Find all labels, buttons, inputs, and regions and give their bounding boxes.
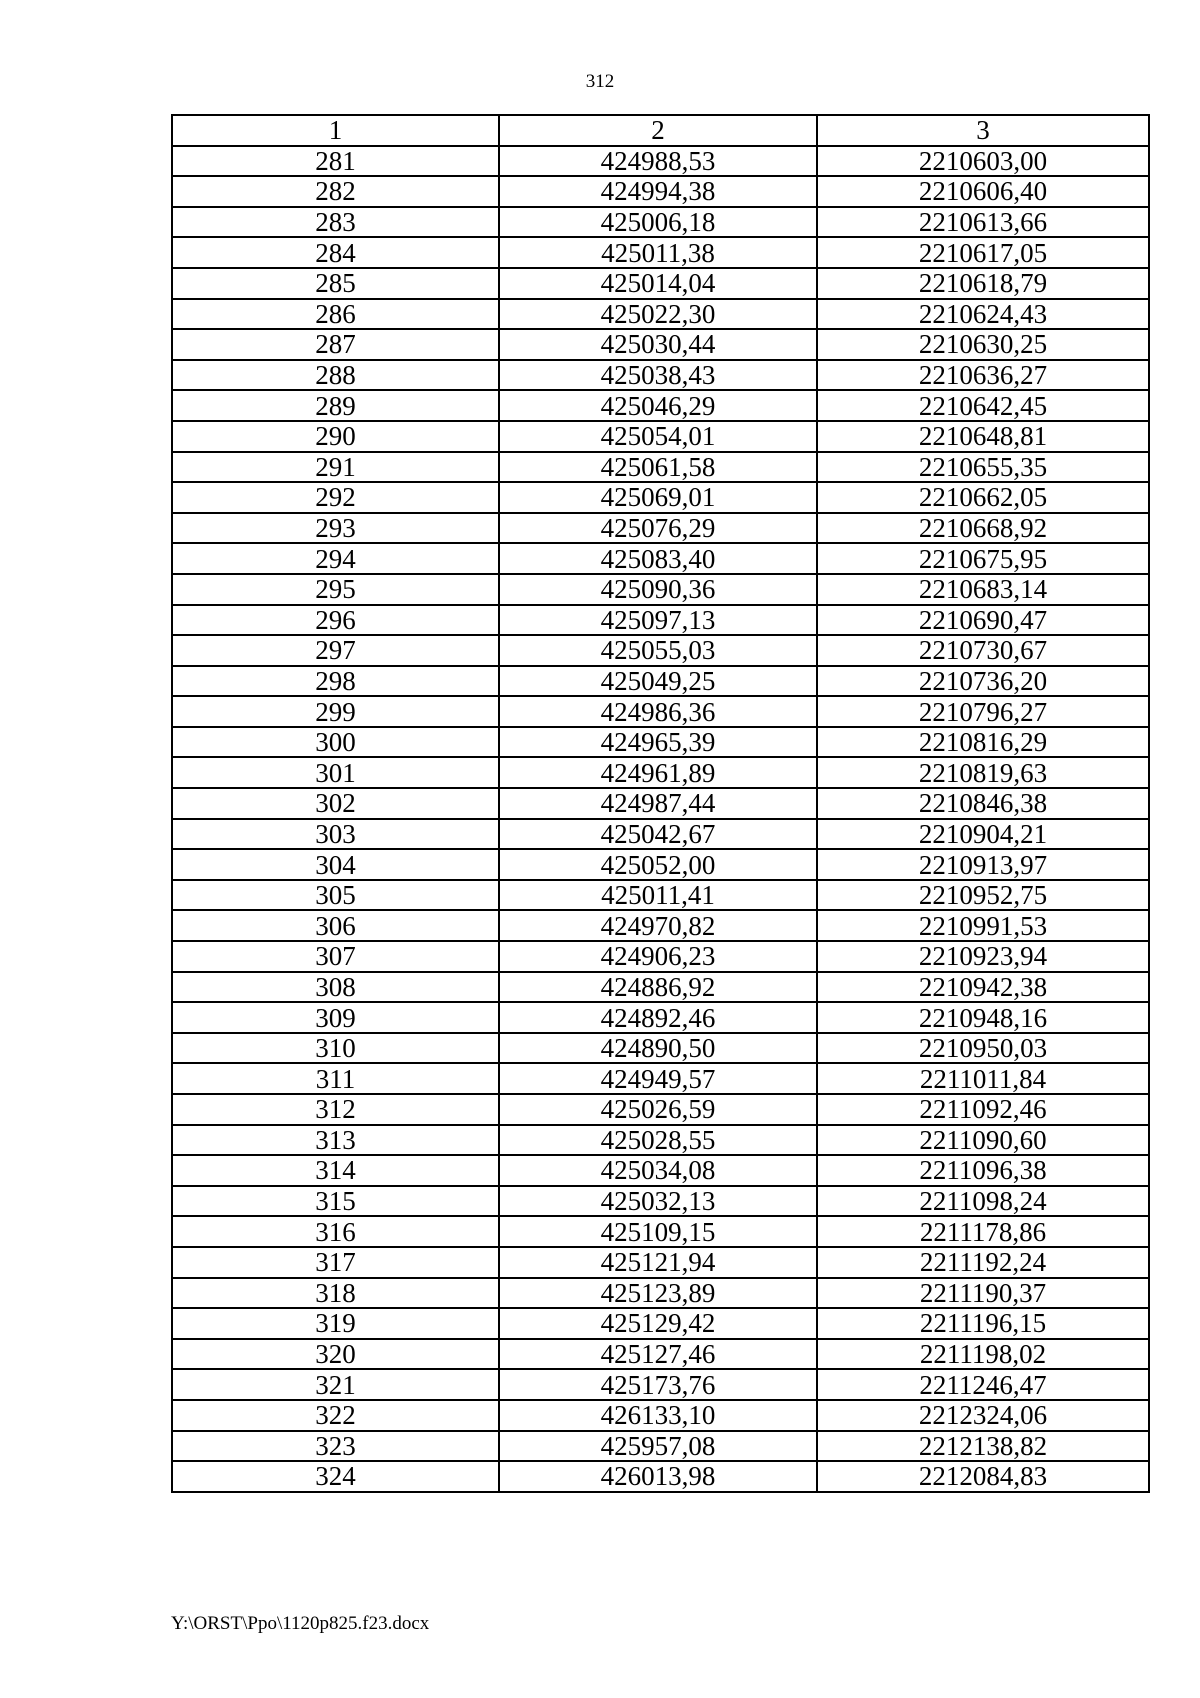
x-coordinate-cell: 425011,38: [499, 237, 817, 268]
table-row: [172, 972, 1149, 1003]
footer-file-path: Y:\ORST\Ppo\1120p825.f23.docx: [171, 1613, 430, 1634]
point-number-cell: 298: [172, 666, 499, 697]
y-coordinate-cell: 2212084,83: [817, 1461, 1149, 1492]
x-coordinate-cell: 424988,53: [499, 146, 817, 177]
y-coordinate-cell: 2210846,38: [817, 788, 1149, 819]
x-coordinate-cell: 424986,36: [499, 696, 817, 727]
table-row: [172, 1216, 1149, 1247]
y-coordinate-cell: 2210736,20: [817, 666, 1149, 697]
table-row: [172, 849, 1149, 880]
y-coordinate-cell: 2211011,84: [817, 1063, 1149, 1094]
table-row: [172, 1186, 1149, 1217]
y-coordinate-cell: 2210613,66: [817, 207, 1149, 238]
x-coordinate-cell: 425006,18: [499, 207, 817, 238]
y-coordinate-cell: 2211098,24: [817, 1186, 1149, 1217]
point-number-cell: 295: [172, 574, 499, 605]
coordinates-table: [171, 114, 1150, 1493]
table-row: [172, 237, 1149, 268]
table-row: [172, 390, 1149, 421]
point-number-cell: 305: [172, 880, 499, 911]
table-row: [172, 268, 1149, 299]
table-row: [172, 1278, 1149, 1309]
y-coordinate-cell: 2210675,95: [817, 543, 1149, 574]
point-number-cell: 320: [172, 1339, 499, 1370]
point-number-cell: 282: [172, 176, 499, 207]
point-number-cell: 313: [172, 1125, 499, 1156]
y-coordinate-cell: 2210816,29: [817, 727, 1149, 758]
point-number-cell: 299: [172, 696, 499, 727]
x-coordinate-cell: 425055,03: [499, 635, 817, 666]
table-row: [172, 543, 1149, 574]
point-number-cell: 285: [172, 268, 499, 299]
x-coordinate-cell: 425046,29: [499, 390, 817, 421]
point-number-cell: 288: [172, 360, 499, 391]
table-row: [172, 1400, 1149, 1431]
y-coordinate-cell: 2211190,37: [817, 1278, 1149, 1309]
table-row: [172, 1461, 1149, 1492]
x-coordinate-cell: 424994,38: [499, 176, 817, 207]
x-coordinate-cell: 425011,41: [499, 880, 817, 911]
point-number-cell: 301: [172, 757, 499, 788]
table-row: [172, 819, 1149, 850]
point-number-cell: 322: [172, 1400, 499, 1431]
x-coordinate-cell: 425026,59: [499, 1094, 817, 1125]
x-coordinate-cell: 424886,92: [499, 972, 817, 1003]
point-number-cell: 323: [172, 1431, 499, 1462]
point-number-cell: 302: [172, 788, 499, 819]
y-coordinate-cell: 2210603,00: [817, 146, 1149, 177]
x-coordinate-cell: 425014,04: [499, 268, 817, 299]
table-row: [172, 666, 1149, 697]
point-number-cell: 289: [172, 390, 499, 421]
x-coordinate-cell: 425129,42: [499, 1308, 817, 1339]
y-coordinate-cell: 2210904,21: [817, 819, 1149, 850]
x-coordinate-cell: 425069,01: [499, 482, 817, 513]
x-coordinate-cell: 425123,89: [499, 1278, 817, 1309]
x-coordinate-cell: 425957,08: [499, 1431, 817, 1462]
x-coordinate-cell: 424961,89: [499, 757, 817, 788]
table-row: [172, 176, 1149, 207]
y-coordinate-cell: 2211198,02: [817, 1339, 1149, 1370]
point-number-cell: 294: [172, 543, 499, 574]
y-coordinate-cell: 2210668,92: [817, 513, 1149, 544]
x-coordinate-cell: 425038,43: [499, 360, 817, 391]
table-header-row: [172, 115, 1149, 146]
y-coordinate-cell: 2211246,47: [817, 1369, 1149, 1400]
table-row: [172, 1339, 1149, 1370]
y-coordinate-cell: 2210606,40: [817, 176, 1149, 207]
table-row: [172, 1094, 1149, 1125]
table-row: [172, 1431, 1149, 1462]
y-coordinate-cell: 2211096,38: [817, 1155, 1149, 1186]
y-coordinate-cell: 2210950,03: [817, 1033, 1149, 1064]
x-coordinate-cell: 425032,13: [499, 1186, 817, 1217]
column-header-1: 1: [172, 115, 499, 146]
x-coordinate-cell: 425083,40: [499, 543, 817, 574]
y-coordinate-cell: 2210730,67: [817, 635, 1149, 666]
y-coordinate-cell: 2211092,46: [817, 1094, 1149, 1125]
y-coordinate-cell: 2210948,16: [817, 1002, 1149, 1033]
x-coordinate-cell: 424965,39: [499, 727, 817, 758]
point-number-cell: 310: [172, 1033, 499, 1064]
table-row: [172, 910, 1149, 941]
x-coordinate-cell: 426133,10: [499, 1400, 817, 1431]
table-row: [172, 941, 1149, 972]
point-number-cell: 309: [172, 1002, 499, 1033]
point-number-cell: 315: [172, 1186, 499, 1217]
y-coordinate-cell: 2210630,25: [817, 329, 1149, 360]
table-row: [172, 452, 1149, 483]
point-number-cell: 308: [172, 972, 499, 1003]
table-row: [172, 574, 1149, 605]
point-number-cell: 296: [172, 605, 499, 636]
table-row: [172, 1033, 1149, 1064]
table-row: [172, 1308, 1149, 1339]
table-row: [172, 360, 1149, 391]
point-number-cell: 314: [172, 1155, 499, 1186]
point-number-cell: 303: [172, 819, 499, 850]
y-coordinate-cell: 2211192,24: [817, 1247, 1149, 1278]
point-number-cell: 286: [172, 299, 499, 330]
table-row: [172, 146, 1149, 177]
table-row: [172, 696, 1149, 727]
point-number-cell: 283: [172, 207, 499, 238]
x-coordinate-cell: 425076,29: [499, 513, 817, 544]
table-row: [172, 1369, 1149, 1400]
point-number-cell: 304: [172, 849, 499, 880]
x-coordinate-cell: 425030,44: [499, 329, 817, 360]
x-coordinate-cell: 425090,36: [499, 574, 817, 605]
x-coordinate-cell: 425109,15: [499, 1216, 817, 1247]
x-coordinate-cell: 425052,00: [499, 849, 817, 880]
point-number-cell: 307: [172, 941, 499, 972]
point-number-cell: 316: [172, 1216, 499, 1247]
table-row: [172, 513, 1149, 544]
x-coordinate-cell: 425061,58: [499, 452, 817, 483]
table-row: [172, 1002, 1149, 1033]
table-row: [172, 329, 1149, 360]
y-coordinate-cell: 2210952,75: [817, 880, 1149, 911]
table-row: [172, 1063, 1149, 1094]
x-coordinate-cell: 425121,94: [499, 1247, 817, 1278]
point-number-cell: 312: [172, 1094, 499, 1125]
x-coordinate-cell: 425034,08: [499, 1155, 817, 1186]
table-row: [172, 207, 1149, 238]
y-coordinate-cell: 2210690,47: [817, 605, 1149, 636]
point-number-cell: 321: [172, 1369, 499, 1400]
y-coordinate-cell: 2210796,27: [817, 696, 1149, 727]
table-row: [172, 788, 1149, 819]
y-coordinate-cell: 2210662,05: [817, 482, 1149, 513]
point-number-cell: 292: [172, 482, 499, 513]
table-row: [172, 299, 1149, 330]
point-number-cell: 293: [172, 513, 499, 544]
point-number-cell: 290: [172, 421, 499, 452]
table-row: [172, 482, 1149, 513]
point-number-cell: 319: [172, 1308, 499, 1339]
x-coordinate-cell: 424970,82: [499, 910, 817, 941]
x-coordinate-cell: 424949,57: [499, 1063, 817, 1094]
y-coordinate-cell: 2210648,81: [817, 421, 1149, 452]
y-coordinate-cell: 2210913,97: [817, 849, 1149, 880]
point-number-cell: 311: [172, 1063, 499, 1094]
x-coordinate-cell: 425022,30: [499, 299, 817, 330]
table-row: [172, 727, 1149, 758]
x-coordinate-cell: 425127,46: [499, 1339, 817, 1370]
point-number-cell: 324: [172, 1461, 499, 1492]
y-coordinate-cell: 2210636,27: [817, 360, 1149, 391]
column-header-2: 2: [499, 115, 817, 146]
x-coordinate-cell: 425173,76: [499, 1369, 817, 1400]
y-coordinate-cell: 2210642,45: [817, 390, 1149, 421]
y-coordinate-cell: 2212138,82: [817, 1431, 1149, 1462]
y-coordinate-cell: 2210617,05: [817, 237, 1149, 268]
table-body: [172, 146, 1149, 1492]
y-coordinate-cell: 2210819,63: [817, 757, 1149, 788]
x-coordinate-cell: 424987,44: [499, 788, 817, 819]
table-row: [172, 1155, 1149, 1186]
table-row: [172, 757, 1149, 788]
x-coordinate-cell: 425028,55: [499, 1125, 817, 1156]
x-coordinate-cell: 425049,25: [499, 666, 817, 697]
x-coordinate-cell: 424892,46: [499, 1002, 817, 1033]
point-number-cell: 300: [172, 727, 499, 758]
y-coordinate-cell: 2210618,79: [817, 268, 1149, 299]
table-row: [172, 1247, 1149, 1278]
x-coordinate-cell: 426013,98: [499, 1461, 817, 1492]
point-number-cell: 318: [172, 1278, 499, 1309]
table-row: [172, 635, 1149, 666]
y-coordinate-cell: 2212324,06: [817, 1400, 1149, 1431]
point-number-cell: 291: [172, 452, 499, 483]
point-number-cell: 317: [172, 1247, 499, 1278]
table-row: [172, 1125, 1149, 1156]
x-coordinate-cell: 424890,50: [499, 1033, 817, 1064]
x-coordinate-cell: 425042,67: [499, 819, 817, 850]
y-coordinate-cell: 2210942,38: [817, 972, 1149, 1003]
y-coordinate-cell: 2210683,14: [817, 574, 1149, 605]
y-coordinate-cell: 2211196,15: [817, 1308, 1149, 1339]
point-number-cell: 297: [172, 635, 499, 666]
point-number-cell: 306: [172, 910, 499, 941]
table-row: [172, 421, 1149, 452]
y-coordinate-cell: 2211178,86: [817, 1216, 1149, 1247]
column-header-3: 3: [817, 115, 1149, 146]
x-coordinate-cell: 425097,13: [499, 605, 817, 636]
point-number-cell: 287: [172, 329, 499, 360]
point-number-cell: 281: [172, 146, 499, 177]
x-coordinate-cell: 424906,23: [499, 941, 817, 972]
y-coordinate-cell: 2210991,53: [817, 910, 1149, 941]
x-coordinate-cell: 425054,01: [499, 421, 817, 452]
y-coordinate-cell: 2210655,35: [817, 452, 1149, 483]
page-number: 312: [585, 71, 615, 92]
table-row: [172, 605, 1149, 636]
y-coordinate-cell: 2210624,43: [817, 299, 1149, 330]
point-number-cell: 284: [172, 237, 499, 268]
y-coordinate-cell: 2211090,60: [817, 1125, 1149, 1156]
y-coordinate-cell: 2210923,94: [817, 941, 1149, 972]
table-row: [172, 880, 1149, 911]
